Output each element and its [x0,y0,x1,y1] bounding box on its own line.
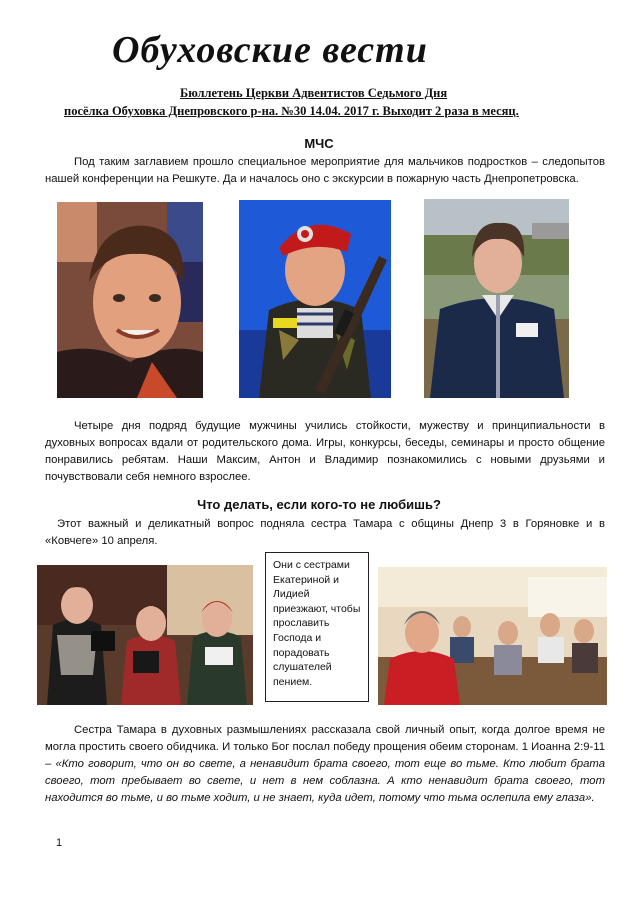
photo-singing-sisters [37,565,253,705]
photo-caption-box: Они с сестрами Екатериной и Лидией приезжают, чтобы прославить Господа и порадовать слушателей пением. [265,552,369,702]
article-title-mchs: МЧС [304,136,334,151]
scripture-quote: «Кто говорит, что он во свете, а ненавидит брата своего, тот еще во тьме. Кто любит брата своего, тот пребывает во свете, и нет в нем соблазна. А кто ненавидит брата своего, тот находится во тьме, и во тьме ходит, и не знает, куда идет, потому что тьма ослепила ему глаза». [45,758,605,804]
newsletter-title: Обуховские вести [112,29,428,71]
issue-info: посёлка Обуховка Днепровского р-на. №30 14.04. 2017 г. Выходит 2 раза в месяц. [64,104,519,118]
photo-boy-smiling [57,202,203,398]
photo-boy-with-rifle [239,200,391,398]
article-title-forgiveness: Что делать, если кого-то не любишь? [197,497,441,512]
page-number: 1 [56,837,63,849]
article-body-text: Сестра Тамара в духовных размышлениях рассказала свой личный опыт, когда долгое время не могла простить своего обидчика. И только Бог послал победу прощения обеим сторонам. 1 Иоанна 2:9-11 – [45,724,605,770]
newsletter-subtitle: Бюллетень Церкви Адвентистов Седьмого Дня [180,86,448,100]
photo-congregation [378,567,607,705]
article-body-mchs: Четыре дня подряд будущие мужчины учились стойкости, мужеству и принципиальности в духовных вопросах вдали от родительского дома. Игры, конкурсы, беседы, семинары и просто общение понравились ребятам. Наши Максим, Антон и Владимир познакомились с новыми друзьями и почувствовали себя немного взрослее. [45,420,605,483]
article-body-forgiveness [45,722,605,807]
photo-boy-outdoors [424,199,569,398]
article-intro-mchs: Под таким заглавием прошло специальное мероприятие для мальчиков подростков – следопытов нашей конференции на Решкуте. Да и началось оно с экскурсии в пожарную часть Днепропетровска. [45,156,605,185]
article-intro-forgiveness: Этот важный и деликатный вопрос подняла сестра Тамара с общины Днепр 3 в Горяновке и в «Ковчеге» 10 апреля. [45,518,605,547]
